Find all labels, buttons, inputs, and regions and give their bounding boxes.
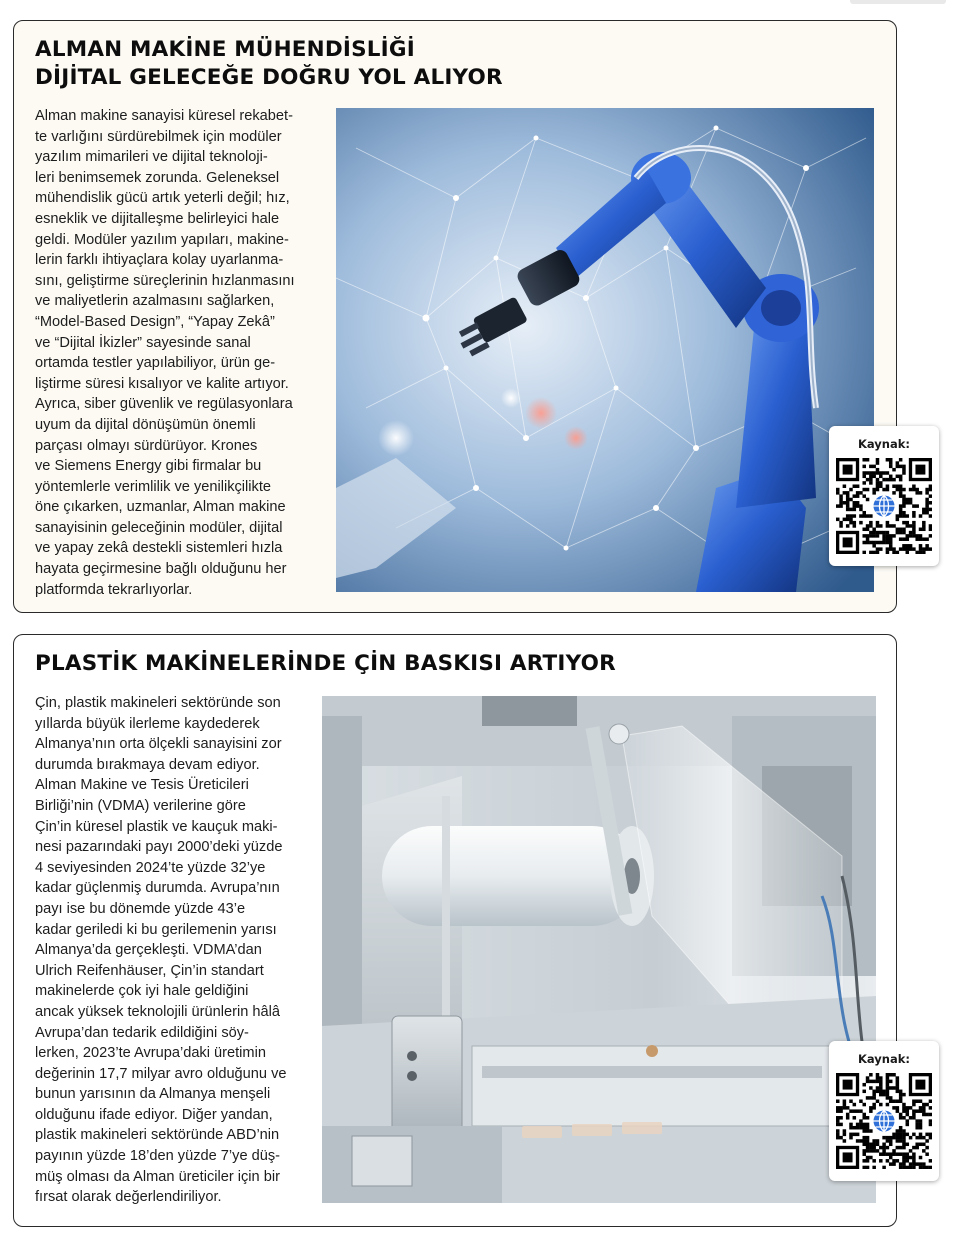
qr-code-icon[interactable] — [836, 1073, 932, 1169]
body-line: sını, geliştirme süreçlerinin hızlanmasını — [35, 272, 295, 289]
article-body — [35, 693, 315, 1208]
body-line: nesi pazarındaki payı 2000’deki yüzde — [35, 839, 283, 856]
body-line: platformda tekrarlıyorlar. — [35, 581, 193, 598]
body-line: liştirme süresi kısalıyor ve kalite artıyor. — [35, 375, 289, 392]
page-corner-tab — [850, 0, 946, 4]
source-qr-card[interactable] — [829, 426, 939, 566]
body-line: Almanya’nın orta ölçekli sanayisini zor — [35, 736, 282, 753]
title-line-1: ALMAN MAKİNE MÜHENDİSLİĞİ — [35, 37, 415, 62]
body-line: ve yapay zekâ destekli sistemleri hızla — [35, 540, 283, 557]
body-line: yıllarda büyük ilerleme kaydederek — [35, 715, 260, 732]
body-line: 4 seviyesinden 2024’te yüzde 32’ye — [35, 859, 266, 876]
robot-arm-photo — [336, 108, 874, 592]
article-title: PLASTİK MAKİNELERİNDE ÇİN BASKISI ARTIYOR — [35, 651, 616, 676]
article-card-machine-engineering — [13, 20, 910, 613]
body-line: plastik makineleri sektöründe ABD’nin — [35, 1127, 280, 1144]
packaging-machine-photo — [322, 696, 876, 1203]
body-line: kadar güçlenmiş durumda. Avrupa’nın — [35, 880, 280, 897]
body-line: Çin, plastik makineleri sektöründe son — [35, 695, 281, 711]
body-line: bunun yarısının da Almanya menşeli — [35, 1086, 271, 1103]
source-label: Kaynak: — [857, 437, 910, 451]
body-line: geldi. Modüler yazılım yapıları, makine- — [35, 231, 289, 248]
body-line: Alman makine sanayisi küresel rekabet- — [35, 108, 293, 124]
qr-code-icon[interactable] — [836, 458, 932, 554]
body-line: esneklik ve dijitalleşme belirleyici hale — [35, 210, 280, 227]
article-card-plastic-machines — [13, 634, 910, 1227]
body-line: ve Siemens Energy gibi firmalar bu — [35, 458, 262, 475]
body-line: Ulrich Reifenhäuser, Çin’in standart — [35, 962, 264, 979]
body-line: payının yüzde 18’den yüzde 7’ye düş- — [35, 1148, 281, 1165]
body-line: ve maliyetlerin azalmasını sağlarken, — [35, 293, 275, 310]
body-line: fırsat olarak değerlendiriliyor. — [35, 1189, 222, 1206]
body-line: Alman Makine ve Tesis Üreticileri — [35, 777, 249, 794]
globe-icon — [871, 493, 897, 519]
body-line: Almanya’da gerçekleşti. VDMA’dan — [35, 942, 262, 959]
body-line: hayata geçirmesine bağlı olduğunu her — [35, 561, 287, 578]
body-line: makinelerde çok iyi hale geldiğini — [35, 983, 249, 1000]
body-line: kadar geriledi ki bu gerilemenin yarısı — [35, 921, 277, 938]
body-line: mühendislik gücü artık yeterli değil; hız, — [35, 190, 290, 207]
body-line: ancak yüksek teknolojili ürünlerin hâlâ — [35, 1003, 280, 1020]
body-line: parçası olmayı sürdürüyor. Krones — [35, 437, 258, 454]
body-line: “Model-Based Design”, “Yapay Zekâ” — [35, 313, 275, 330]
body-line: değerinin 17,7 milyar avro olduğunu ve — [35, 1065, 287, 1082]
body-line: ve “Dijital İkizler” sayesinde sanal — [35, 334, 251, 351]
body-line: te varlığını sürdürebilmek için modüler — [35, 128, 282, 145]
body-line: lerin farklı ihtiyaçlara kolay uyarlanma- — [35, 252, 284, 269]
body-line: yazılım mimarileri ve dijital teknoloji- — [35, 149, 268, 166]
body-line: yöntemlerle verimlilik ve yenilikçilikte — [35, 478, 271, 495]
body-line: öne çıkarken, uzmanlar, Alman makine — [35, 499, 286, 516]
body-line: lerken, 2023’te Avrupa’daki üretimin — [35, 1045, 266, 1062]
source-qr-card[interactable] — [829, 1041, 939, 1181]
body-line: müş olması da Alman üreticiler için bir — [35, 1168, 280, 1185]
body-line: olduğunu ifade ediyor. Diğer yandan, — [35, 1106, 273, 1123]
body-line: ortamda testler yapılabiliyor, ürün ge- — [35, 355, 276, 372]
body-line: Birliği’nin (VDMA) verilerine göre — [35, 797, 246, 814]
body-line: payı ise bu dönemde yüzde 43’e — [35, 900, 246, 917]
body-line: durumda bırakmaya devam ediyor. — [35, 756, 260, 773]
title-line-2: DİJİTAL GELECEĞE DOĞRU YOL ALIYOR — [35, 65, 503, 90]
body-line: Çin’in küresel plastik ve kauçuk maki- — [35, 818, 278, 835]
article-body — [35, 106, 325, 600]
source-label: Kaynak: — [857, 1052, 910, 1066]
body-line: uyum da dijital dönüşümün önemli — [35, 416, 256, 433]
body-line: sanayisinin geleceğinin modüler, dijital — [35, 519, 283, 536]
article-title — [35, 36, 503, 92]
body-line: leri benimsemek zorunda. Geleneksel — [35, 169, 280, 186]
body-line: Ayrıca, siber güvenlik ve regülasyonlara — [35, 396, 293, 413]
globe-icon — [871, 1108, 897, 1134]
body-line: Avrupa’dan tedarik edildiğini söy- — [35, 1024, 249, 1041]
